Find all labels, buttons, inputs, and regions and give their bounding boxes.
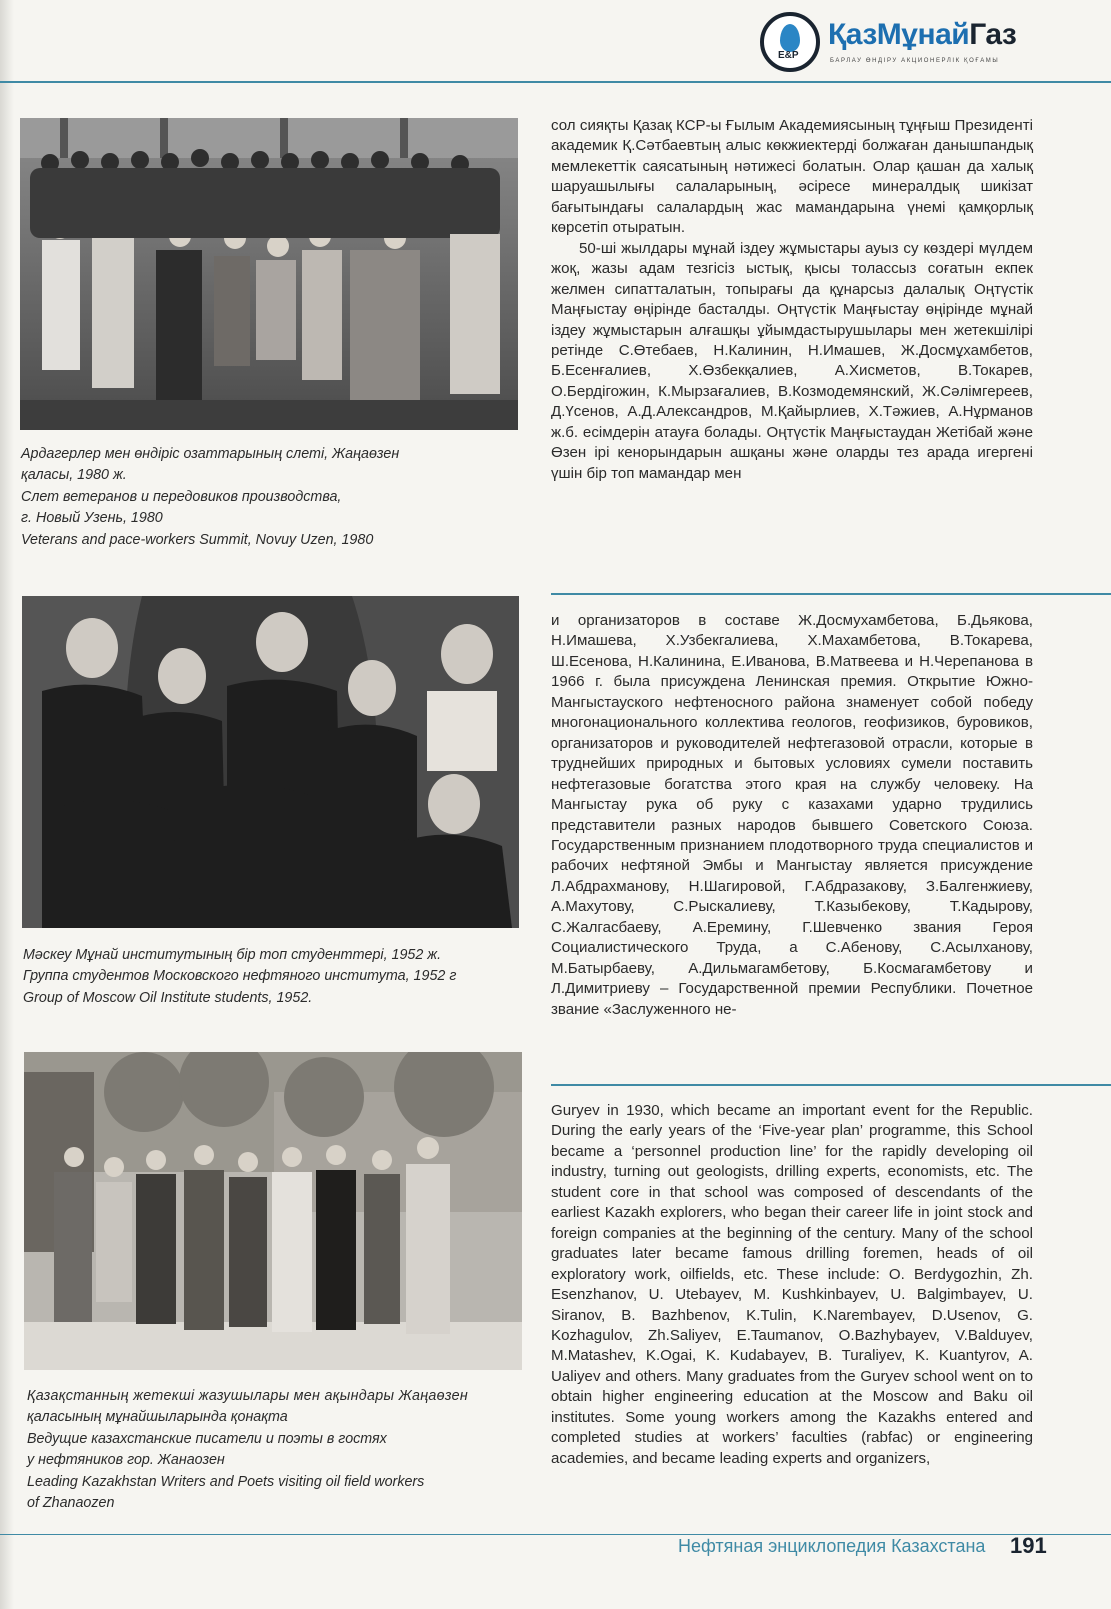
- caption-line: Ардагерлер мен өндіріс озаттарының слеті, Жаңаөзен: [21, 446, 400, 462]
- logo-mark-text: E&P: [778, 50, 799, 61]
- oil-drop-icon: [780, 24, 800, 52]
- section-divider-2: [551, 1084, 1111, 1086]
- page-number: 191: [1010, 1533, 1047, 1558]
- caption-line: қаласының мұнайшыларында қонақта: [27, 1409, 288, 1426]
- kazakh-text-column: [551, 116, 1033, 484]
- caption-line: Слет ветеранов и передовиков производства,: [21, 488, 342, 505]
- caption-veterans-summit: [21, 444, 399, 551]
- footer-title: Нефтяная энциклопедия Казахстана: [678, 1536, 986, 1556]
- photo-veterans-summit: [20, 118, 518, 430]
- caption-line: Мәскеу Мұнай институтының бір топ студенттері, 1952 ж.: [23, 947, 442, 963]
- kazakh-paragraph-2: 50-ші жылдары мұнай іздеу жұмыстары ауыз су көздері мүлдем жоқ, жазы адам тезгісіз ыстық, қысы толассыз соғатын екпек желмен сипатталатын, топырағы да құнарсыз далалық Оңтүстік Маңғыстау өңірінде басталды. Оңтүстік Маңғыстау өңірінде мұнай іздеу жұмыстарын алғашқы ұйымдастырушылары мен жетекшілірі ретінде С.Өтебаев, Н.Калинин, Н.Имашев, Ж.Досмұхамбетов, Б.Есенғалиев, Х.Өзбекқалиев, А.Хисметов, В.Токарев, О.Бердігожин, К.Мырзағалиев, В.Козмодемянский, Ж.Сәлімгереев, Д.Үсенов, А.Д.Александров, М.Қайырлиев, Х.Тәжиев, А.Нұрманов ж.б. есімдерін атауға болады. Оңтүстік Маңғыстаудан Жетібай және Өзен ірі кенорындарын ашқаны және оларды тез арада игергені үшін бір топ мамандар мен: [551, 239, 1033, 482]
- caption-writers-poets: [27, 1386, 527, 1514]
- caption-line: у нефтяников гор. Жанаозен: [27, 1452, 225, 1469]
- caption-line: Группа студентов Московского нефтяного института, 1952 г: [23, 968, 457, 985]
- caption-line: Leading Kazakhstan Writers and Poets visiting oil field workers: [27, 1473, 425, 1490]
- logo-name-part2: Газ: [969, 18, 1017, 51]
- russian-paragraph-1: и организаторов в составе Ж.Досмухамбетова, Б.Дьякова, Н.Имашева, Х.Узбекгалиева, Х.Махамбетова, В.Токарева, Ш.Есенова, Н.Калинина, Е.Иванова, В.Матвеева и Н.Черепанова в 1966 г. была присуждена Ленинская премия. Открытие Южно-Мангыстауского нефтеносного района знаменует собой победу многонационального коллектива геологов, геофизиков, буровиков, организаторов и руководителей нефтегазовой отрасли, которые в труднейших природных и бытовых условиях сумели поставить нефтегазовые богатства этого края на службу человеку. На Мангыстау рука об руку с казахами ударно трудились представители разных народов бывшего Советского Союза. Государственным признанием плодотворного труда специалистов и рабочих нефтяной Эмбы и Мангыстау является присуждение Л.Абдрахманову, Н.Шагировой, Г.Абдразакову, З.Балгенжиеву, А.Махутову, С.Рыскалиеву, Т.Казыбекову, Т.Кадырову, С.Жалгасбаеву, А.Еремину, Г.Шевченко звания Героя Социалистического Труда, а С.Абенову, С.Асылханову, М.Батырбаеву, А.Дильмагамбетову, Б.Космагамбетову и Л.Димитриеву – Государственной премии Республики. Почетное звание «Заслуженного не-: [551, 612, 1033, 1018]
- english-paragraph-1: Guryev in 1930, which became an important event for the Republic. During the early years of the ‘Five-year plan’ programme, this School became a ‘personnel production line’ for the rapidly developing oil industry, turning out geologists, drilling experts, economists, etc. The student core in that school was composed of descendants of the earliest Kazakh explorers, who began their career life in joint stock and foreign companies at the beginning of the century. Many of the school graduates later became famous drilling foremen, heads of oil exploratory work, oilfields, etc. These include: O. Berdygozhin, Zh. Esenzhanov, U. Utebayev, M. Kushkinbayev, U. Balgimbayev, U. Siranov, B. Bazhbenov, K.Tulin, K.Narembayev, D.Usenov, G. Kozhagulov, Zh.Saliyev, E.Taumanov, O.Bazhybayev, V.Balduyev, M.Matashev, K.Ogai, K. Kudabayev, B. Turaliyev, K. Kuantyrov, A. Ualiyev and others. Many graduates from the Guryev school went on to obtain higher engineering education at the Moscow and Baku oil institutes. Some young workers among the Kazakhs entered and completed studies at workers’ faculties (rabfac) or engineering academies, and became leading experts and organizers,: [551, 1102, 1033, 1467]
- caption-line: of Zhanaozen: [27, 1495, 115, 1512]
- logo-subtitle: БАРЛАУ ӨНДІРУ АКЦИОНЕРЛІК ҚОҒАМЫ: [830, 58, 1000, 64]
- page-edge-shadow: [0, 0, 14, 1609]
- logo-mark-icon: [760, 12, 820, 72]
- logo-name: [828, 18, 1016, 52]
- caption-line: Ведущие казахстанские писатели и поэты в гостях: [27, 1430, 387, 1447]
- russian-text-column: [551, 611, 1033, 1020]
- kazakh-paragraph-1: сол сияқты Қазақ КСР-ы Ғылым Академиясының тұңғыш Президенті академик Қ.Сәтбаевтың алыс көкжиектерді болжаған данышпандық мемлекеттік саясатының нәтижесі болатын. Олар қашан да халық шаруашылығы салаларының, әсіресе минералдық шикізат бағытындағы салалардың жас мамандарына үнемі қамқорлық көрсетіп отыратын.: [551, 117, 1033, 237]
- section-divider-1: [551, 593, 1111, 595]
- photo-moscow-students: [22, 596, 519, 928]
- logo-name-part1: ҚазМұнай: [828, 18, 970, 51]
- caption-moscow-students: [23, 945, 456, 1009]
- kazmunaigaz-logo: [760, 12, 1060, 78]
- photo-writers-poets: [24, 1052, 522, 1370]
- caption-line: Group of Moscow Oil Institute students, 1952.: [23, 989, 313, 1006]
- caption-line: қаласы, 1980 ж.: [21, 467, 127, 484]
- caption-line: г. Новый Узень, 1980: [21, 510, 163, 527]
- caption-line: Veterans and pace-workers Summit, Novuy Uzen, 1980: [21, 531, 374, 548]
- header-divider: [0, 81, 1111, 83]
- footer-divider: [0, 1534, 1111, 1535]
- english-text-column: [551, 1101, 1033, 1469]
- caption-line: Қазақстанның жетекші жазушылары мен ақындары Жаңаөзен: [27, 1388, 469, 1404]
